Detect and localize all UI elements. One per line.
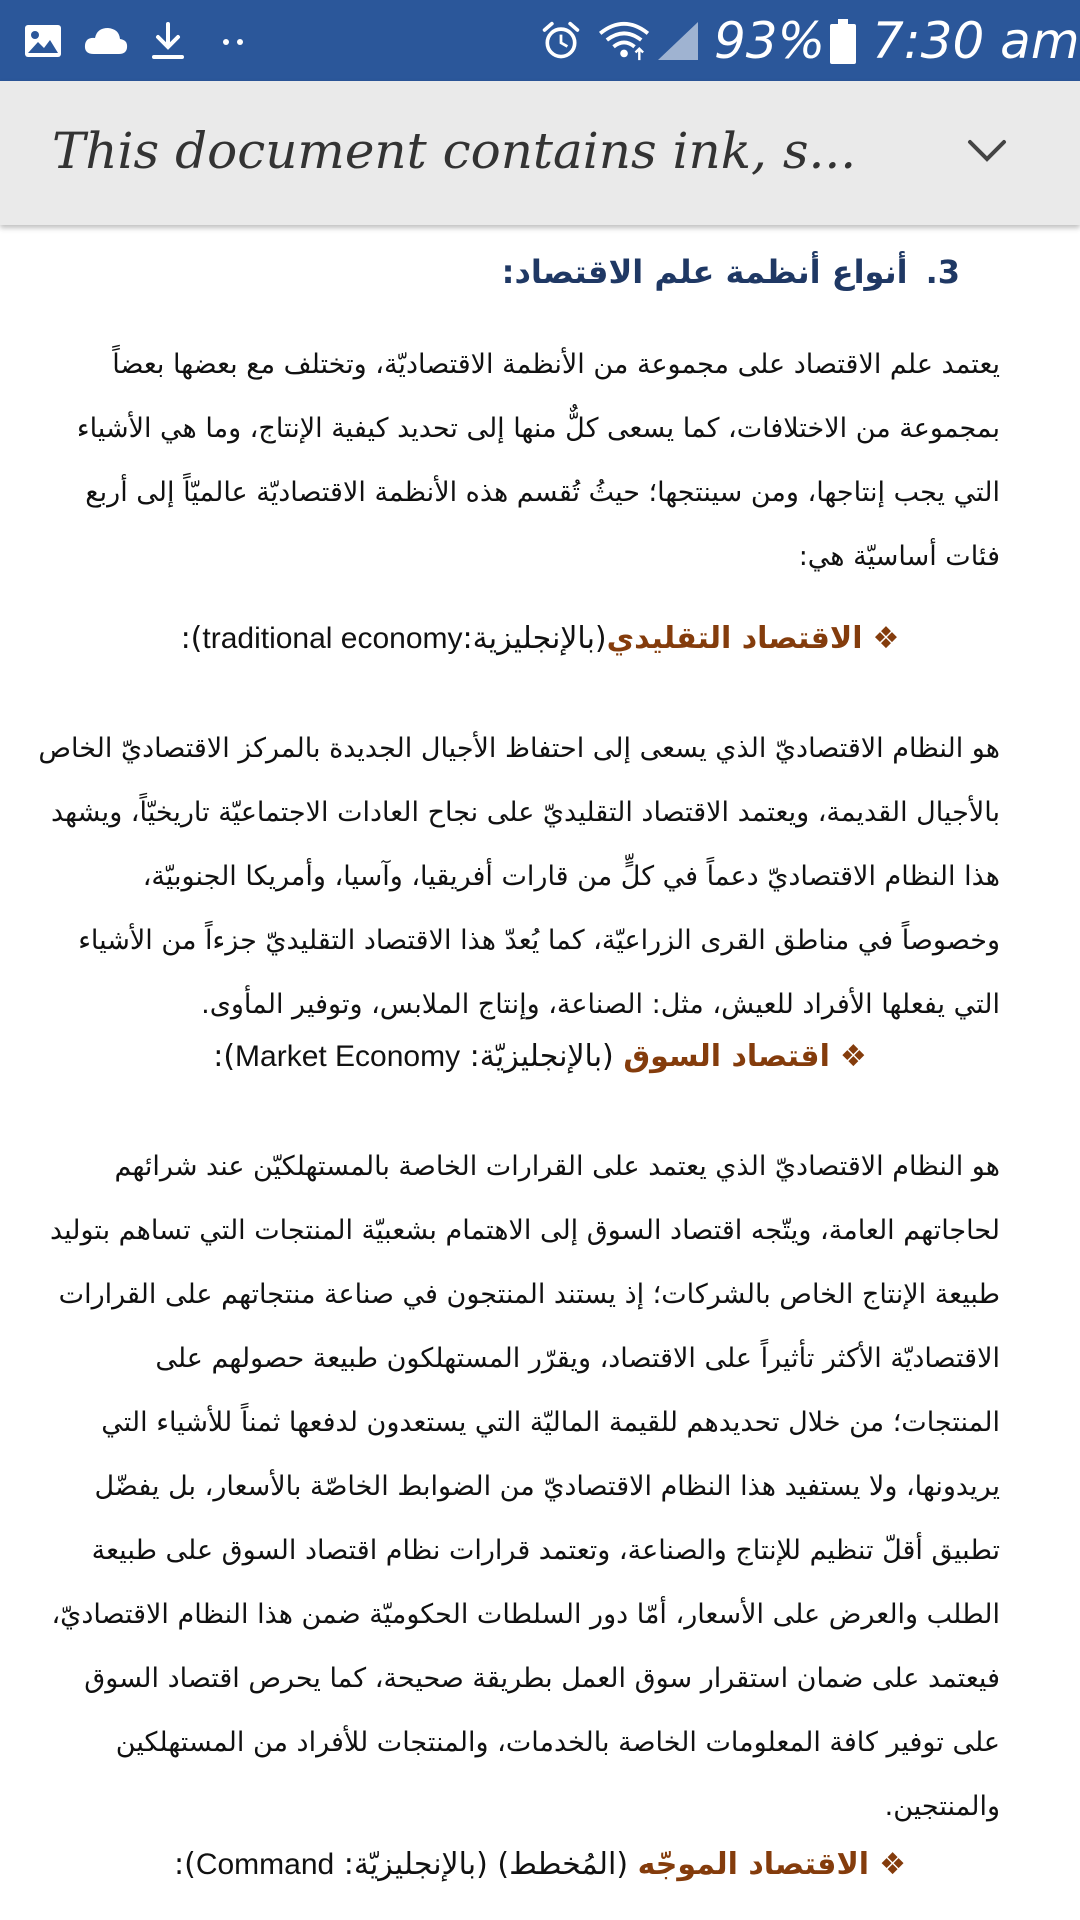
wifi-icon: [596, 20, 654, 62]
status-bar: [0, 0, 1080, 81]
paragraph-line: هذا النظام الاقتصاديّ دعماً في كلٍّ من قارات أفريقيا، وآسيا، وأمريكا الجنوبيّة،: [142, 861, 1000, 892]
paragraph-line: المنتجات؛ من خلال تحديدهم للقيمة الماليّة التي يستعدون لدفعها ثمناً للأشياء التي: [101, 1407, 1000, 1438]
download-icon: [148, 20, 188, 62]
bullet-rest: (المُخطط) (بالإنجليزيّة:: [343, 1847, 629, 1882]
paragraph-line: لحاجاتهم العامة، ويتّجه اقتصاد السوق إلى الاهتمام بشعبيّة المنتجات التي تساهم بتوليد: [49, 1215, 1000, 1246]
bullet-traditional-economy: [0, 621, 1080, 656]
bullet-term: الاقتصاد التقليدي: [606, 621, 863, 656]
bullet-latin: Command: [195, 1848, 335, 1881]
ink-notice-text: This document contains ink, s...: [52, 122, 857, 180]
paragraph-line: هو النظام الاقتصاديّ الذي يسعى إلى احتفاظ الأجيال الجديدة بالمركز الاقتصاديّ الخاص: [38, 733, 1000, 764]
heading-number: 3.: [925, 253, 960, 291]
bullet-tail: ):: [213, 1039, 236, 1074]
paragraph-line: يعتمد علم الاقتصاد على مجموعة من الأنظمة الاقتصاديّة، وتختلف مع بعضها بعضاً: [112, 349, 1000, 380]
cloud-icon: [82, 20, 130, 62]
bullet-tail: ):: [180, 621, 203, 656]
bullet-mark: ❖: [879, 1847, 906, 1882]
bullet-market-economy: [0, 1039, 1080, 1074]
bullet-rest: (بالإنجليزيّة:: [469, 1039, 614, 1074]
paragraph-line: الاقتصاديّة الأكثر تأثيراً على الاقتصاد، ويقرّر المستهلكون طبيعة حصولهم على: [155, 1343, 1000, 1374]
traditional-economy-paragraph: [38, 717, 1000, 1037]
paragraph-line: فئات أساسيّة هي:: [798, 541, 1000, 572]
paragraph-line: تطبيق أقلّ تنظيم للإنتاج والصناعة، وتعتمد قرارات نظام اقتصاد السوق على طبيعة: [91, 1535, 1000, 1566]
intro-paragraph: [76, 333, 1000, 589]
paragraph-line: الطلب والعرض على الأسعار، أمّا دور السلطات الحكوميّة ضمن هذا النظام الاقتصاديّ،: [51, 1599, 1000, 1630]
alarm-icon: [538, 20, 584, 62]
bullet-latin: traditional economy: [202, 622, 463, 655]
document-page: [0, 225, 1080, 1920]
battery-icon: [828, 18, 858, 66]
bullet-term: اقتصاد السوق: [623, 1039, 830, 1074]
bullet-rest: (بالإنجليزية:: [462, 621, 607, 656]
section-heading: [502, 253, 960, 291]
bullet-latin: Market Economy: [235, 1040, 461, 1073]
bullet-term: الاقتصاد الموجّه: [637, 1847, 870, 1882]
chevron-down-icon[interactable]: [962, 126, 1012, 176]
paragraph-line: بمجموعة من الاختلافات، كما يسعى كلٌّ منها إلى تحديد كيفية الإنتاج، وما هي الأشياء: [76, 413, 1000, 444]
bullet-command-economy: [0, 1847, 1080, 1882]
paragraph-line: يريدونها، ولا يستفيد هذا النظام الاقتصاديّ من الضوابط الخاصّة بالأسعار، بل يفضّل: [94, 1471, 1000, 1502]
more-dots-icon: [218, 20, 250, 62]
market-economy-paragraph: [49, 1135, 1000, 1839]
bullet-mark: ❖: [839, 1039, 867, 1074]
paragraph-line: هو النظام الاقتصاديّ الذي يعتمد على القرارات الخاصة بالمستهلكيّن عند شرائهم: [114, 1151, 1000, 1182]
signal-icon: [656, 20, 700, 62]
heading-text: أنواع أنظمة علم الاقتصاد:: [501, 253, 908, 291]
paragraph-line: وخصوصاً في مناطق القرى الزراعيّة، كما يُعدّ هذا الاقتصاد التقليديّ جزءاً من الأشياء: [78, 925, 1000, 956]
paragraph-line: بالأجيال القديمة، ويعتمد الاقتصاد التقليديّ على نجاح العادات الاجتماعيّة تاريخيّاً، ويشهد: [50, 797, 1000, 828]
image-icon: [22, 20, 64, 62]
ink-notice-banner[interactable]: [0, 81, 1080, 225]
paragraph-line: والمنتجين.: [884, 1791, 1000, 1822]
bullet-mark: ❖: [872, 621, 900, 656]
paragraph-line: على توفير كافة المعلومات الخاصة بالخدمات، والمنتجات للأفراد من المستهلكين: [115, 1727, 1000, 1758]
battery-percentage: 93%: [714, 12, 826, 70]
paragraph-line: التي يجب إنتاجها، ومن سينتجها؛ حيثُ تُقسم هذه الأنظمة الاقتصاديّة عالميّاً إلى أربع: [85, 477, 1000, 508]
paragraph-line: طبيعة الإنتاج الخاص بالشركات؛ إذ يستند المنتجون في صناعة منتجاتهم على القرارات: [58, 1279, 1000, 1310]
paragraph-line: التي يفعلها الأفراد للعيش، مثل: الصناعة، وإنتاج الملابس، وتوفير المأوى.: [201, 989, 1000, 1020]
status-time: 7:30 am: [872, 12, 1080, 70]
paragraph-line: فيعتمد على ضمان استقرار سوق العمل بطريقة صحيحة، كما يحرص اقتصاد السوق: [84, 1663, 1000, 1694]
bullet-tail: ):: [174, 1847, 196, 1882]
